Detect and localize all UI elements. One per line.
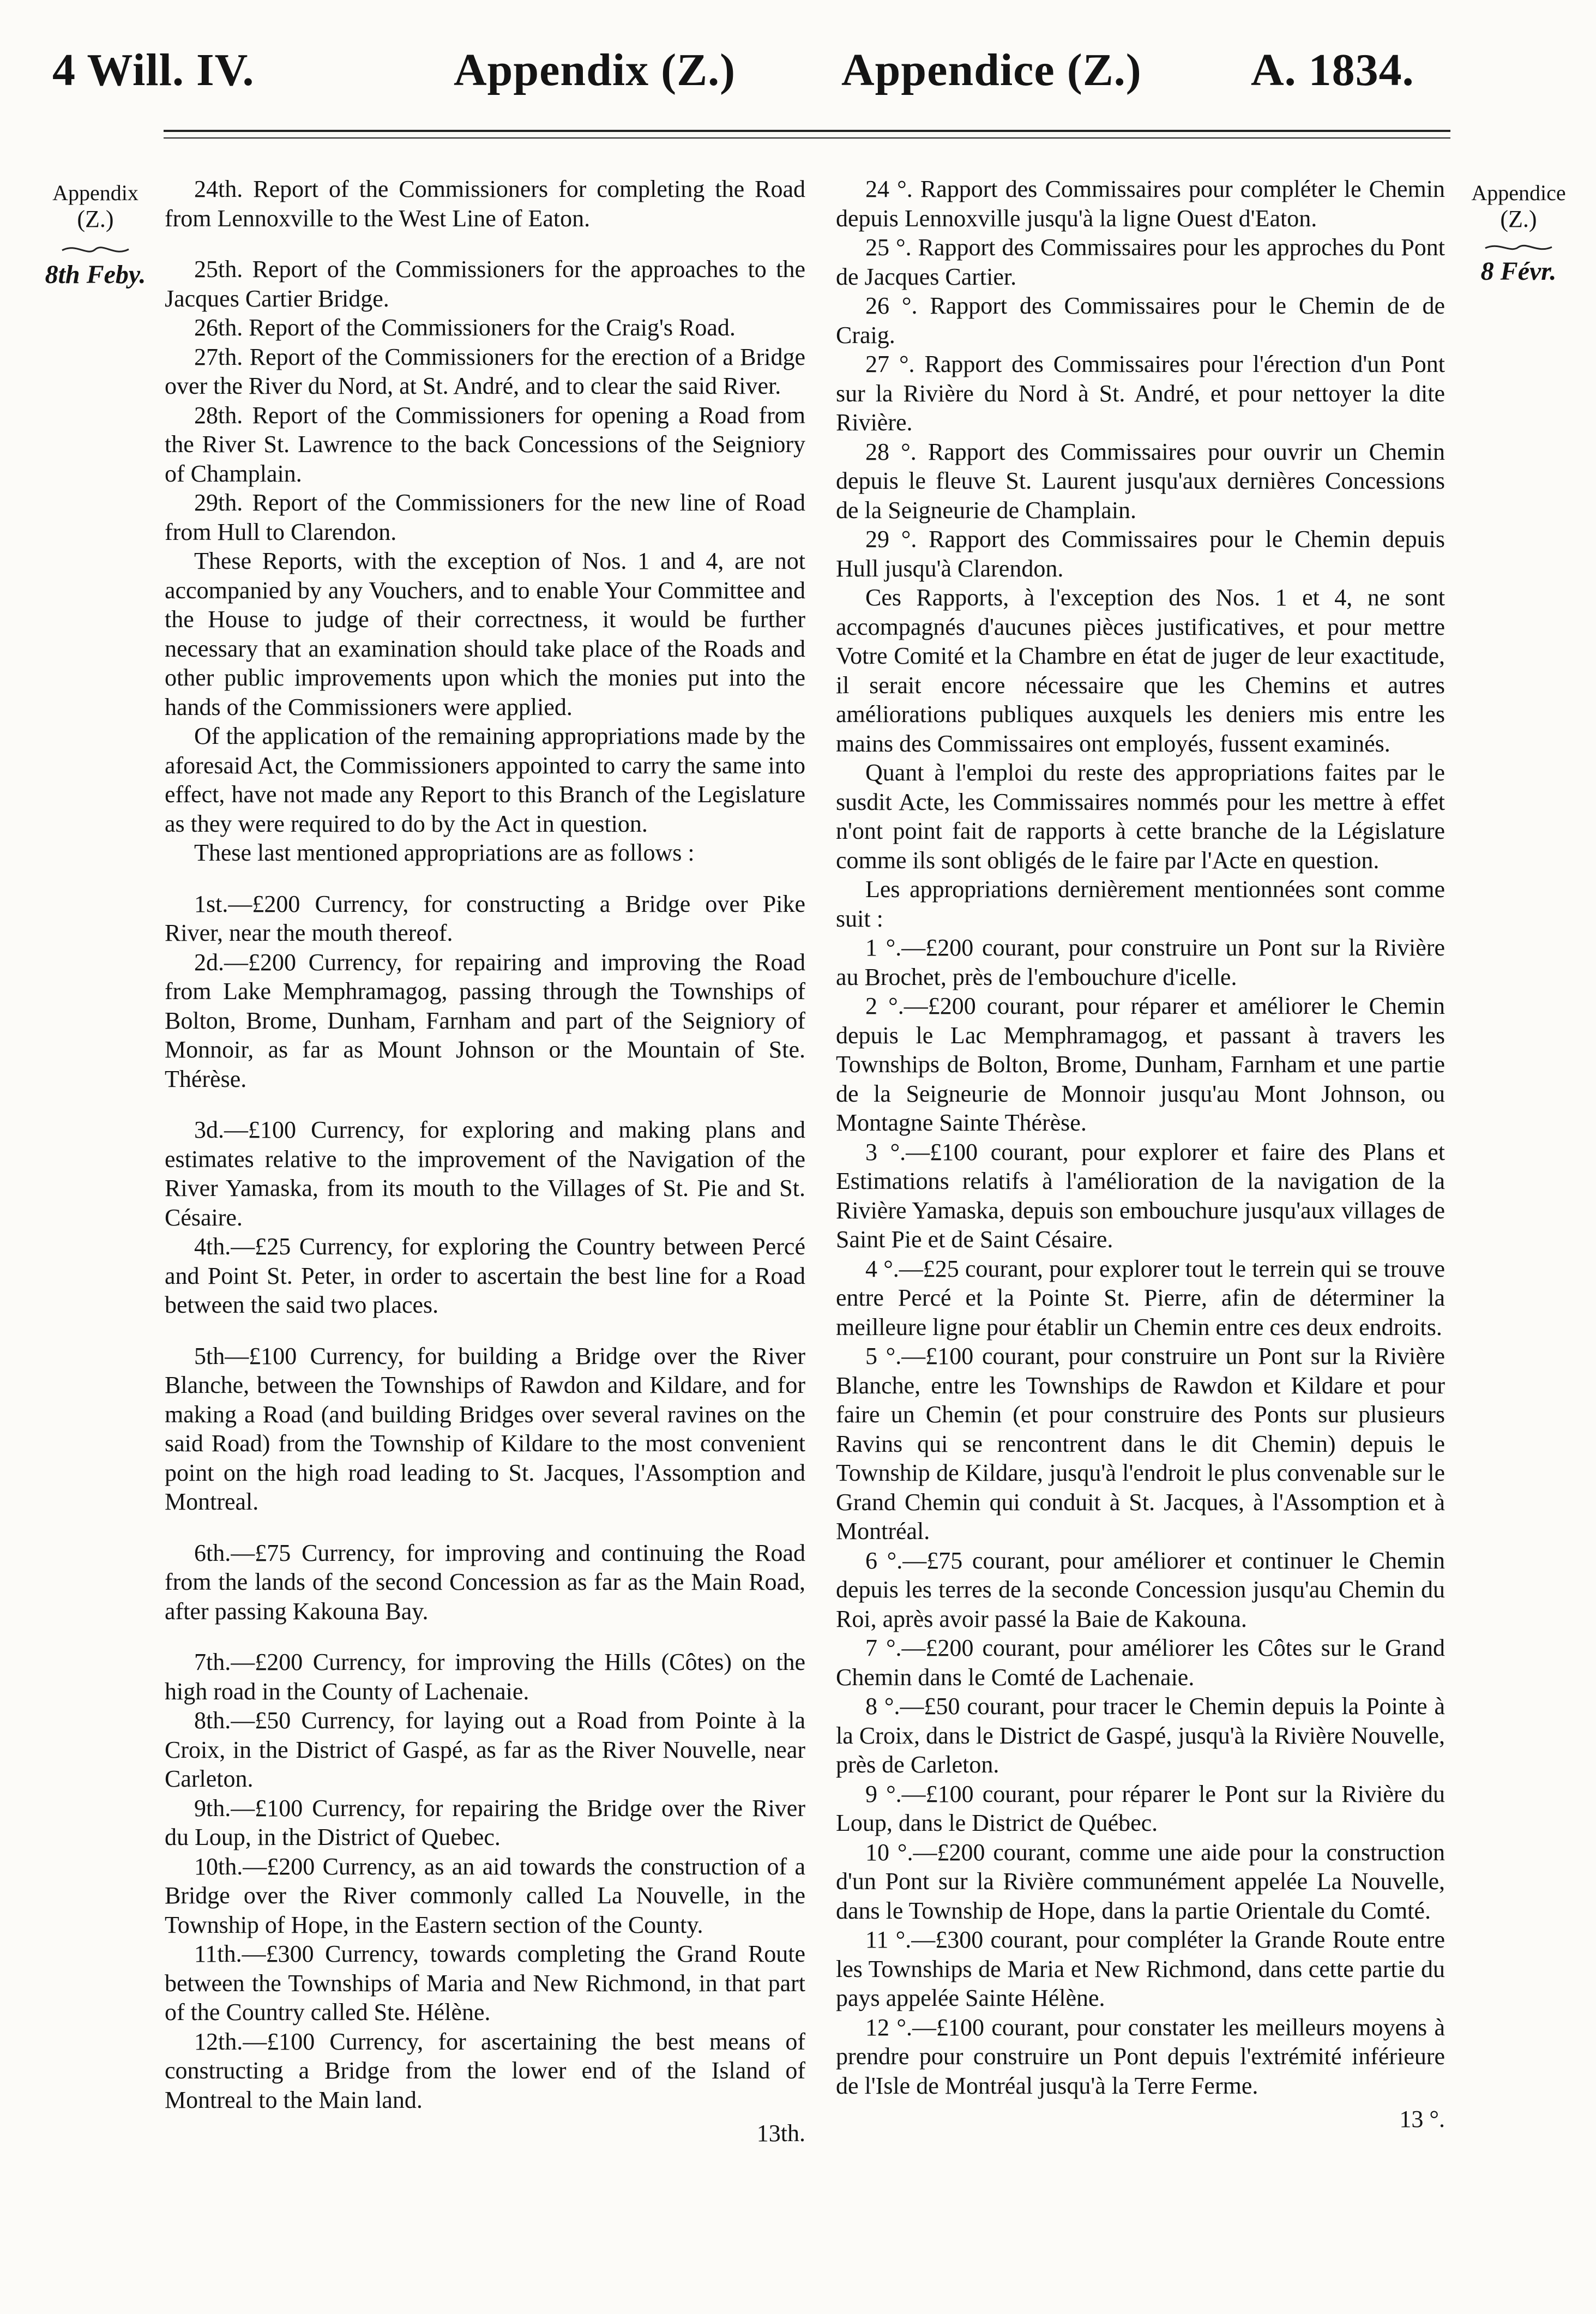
appropriation-11-fr: 11 °.—£300 courant, pour compléter la Grande Route entre les Townships de Maria et New Richmond, dans cette partie du pays appelée Sainte Hélène. [836,1926,1445,2011]
margin-date: 8 Févr. [1480,257,1557,286]
appropriation-8: 8th.—£50 Currency, for laying out a Road from Pointe à la Croix, in the District of Gaspé, as far as the River Nouvelle, near Carleton. [165,1707,805,1792]
margin-date: 8th Feby. [45,260,146,289]
appropriation-8-fr: 8 °.—£50 courant, pour tracer le Chemin depuis la Pointe à la Croix, dans le District de Gaspé, jusqu'à la Rivière Nouvelle, près de Carleton. [836,1693,1445,1778]
catchword: 13th. [756,2120,805,2147]
emploi-paragraph: Quant à l'emploi du reste des appropriations faites par le susdit Acte, les Commissaires nommés pour les mettre à effet n'ont point fait de rapports à cette branche de la Législature comme ils sont obligés de le faire par l'Acte en question. [836,759,1445,874]
english-column [165,175,805,2148]
application-paragraph: Of the application of the remaining appropriations made by the aforesaid Act, the Commissioners appointed to carry the same into effect, have not made any Report to this Branch of the Legislature as they were required to do by the Act in question. [165,723,805,837]
report-27: 27th. Report of the Commissioners for the erection of a Bridge over the River du Nord, at St. André, and to clear the said River. [165,343,805,399]
appropriation-4: 4th.—£25 Currency, for exploring the Country between Percé and Point St. Peter, in order to ascertain the best line for a Road between the said two places. [165,1233,805,1318]
rapport-29: 29 °. Rapport des Commissaires pour le Chemin depuis Hull jusqu'à Clarendon. [836,526,1445,582]
margin-flourish [38,236,153,262]
appropriation-1-fr: 1 °.—£200 courant, pour construire un Pont sur la Rivière au Brochet, près de l'embouchure d'icelle. [836,934,1445,990]
rapport-24: 24 °. Rapport des Commissaires pour compléter le Chemin depuis Lennoxville jusqu'à la ligne Ouest d'Eaton. [836,176,1445,232]
report-25: 25th. Report of the Commissioners for the approaches to the Jacques Cartier Bridge. [165,256,805,312]
appropriation-3-fr: 3 °.—£100 courant, pour explorer et faire des Plans et Estimations relatifs à l'amélioration de la navigation de la Rivière Yamaska, depuis son embouchure jusqu'aux villages de Saint Pie et de Saint Césaire. [836,1138,1445,1253]
report-28: 28th. Report of the Commissioners for opening a Road from the River St. Lawrence to the back Concessions of the Seigniory of Champlain. [165,401,805,487]
appropriation-2: 2d.—£200 Currency, for repairing and improving the Road from Lake Memphramagog, passing through the Townships of Bolton, Brome, Dunham, Farnham and part of the Seigniory of Monnoir, as far as Mount Johnson or the Mountain of Ste. Thérèse. [165,948,805,1092]
appropriation-4-fr: 4 °.—£25 courant, pour explorer tout le terrein qui se trouve entre Percé et la Pointe St. Pierre, afin de déterminer la meilleure ligne pour établir un Chemin entre ces deux endroits. [836,1255,1445,1341]
report-29: 29th. Report of the Commissioners for the new line of Road from Hull to Clarendon. [165,489,805,545]
report-24: 24th. Report of the Commissioners for completing the Road from Lennoxville to the West Line of Eaton. [165,176,805,232]
appropriation-6: 6th.—£75 Currency, for improving and continuing the Road from the lands of the second Concession as far as the Main Road, after passing Kakouna Bay. [165,1539,805,1625]
appropriation-7-fr: 7 °.—£200 courant, pour améliorer les Côtes sur le Grand Chemin dans le Comté de Lachenaie. [836,1634,1445,1691]
page-header [0,44,1596,120]
appropriations-intro: These last mentioned appropriations are as follows : [194,839,695,866]
appropriation-10-fr: 10 °.—£200 courant, comme une aide pour la construction d'un Pont sur la Rivière communément appelée La Nouvelle, dans le Township de Hope, dans la partie Orientale du Comté. [836,1838,1445,1924]
appropriations-intro-fr: Les appropriations dernièrement mentionnées sont comme suit : [836,876,1445,932]
rapport-28: 28 °. Rapport des Commissaires pour ouvrir un Chemin depuis le fleuve St. Laurent jusqu'aux dernières Concessions de la Seigneurie de Champlain. [836,438,1445,524]
appropriation-12: 12th.—£100 Currency, for ascertaining the best means of constructing a Bridge from the lower end of the Island of Montreal to the Main land. [165,2028,805,2113]
appropriation-11: 11th.—£300 Currency, towards completing the Grand Route between the Townships of Maria and New Richmond, in that part of the Country called Ste. Hélène. [165,1940,805,2025]
french-column [836,175,1445,2134]
margin-label: Appendice [1471,181,1566,205]
right-margin-note [1445,180,1592,285]
report-26: 26th. Report of the Commissioners for the Craig's Road. [194,314,736,341]
left-margin-note [38,180,153,288]
reign-heading: 4 Will. IV. [52,45,255,95]
year-heading: A. 1834. [1251,45,1414,95]
appropriation-10: 10th.—£200 Currency, as an aid towards the construction of a Bridge over the River commonly called La Nouvelle, in the Township of Hope, in the Eastern section of the County. [165,1853,805,1938]
appendix-heading-fr: Appendice (Z.) [841,45,1142,95]
margin-label: Appendix [52,181,138,205]
appropriation-3: 3d.—£100 Currency, for exploring and making plans and estimates relative to the improvement of the Navigation of the River Yamaska, from its mouth to the Villages of St. Pie and St. Césaire. [165,1116,805,1231]
appropriation-1: 1st.—£200 Currency, for constructing a Bridge over Pike River, near the mouth thereof. [165,890,805,946]
rapport-25: 25 °. Rapport des Commissaires pour les approches du Pont de Jacques Cartier. [836,234,1445,290]
appropriation-5-fr: 5 °.—£100 courant, pour construire un Pont sur la Rivière Blanche, entre les Townships de Rawdon et Kildare et pour faire un Chemin (et pour construire des Ponts sur plusieurs Ravins qui se rencontrent dans le dit Chemin) depuis le Township de Kildare, jusqu'à l'endroit le plus convenable sur le Grand Chemin qui conduit à St. Jacques, à l'Assomption et à Montréal. [836,1343,1445,1544]
margin-mark: (Z.) [1500,206,1537,232]
flourish-icon [1483,243,1554,253]
margin-mark: (Z.) [77,206,114,232]
margin-flourish [1445,232,1592,259]
header-rule-thin [164,137,1450,139]
appropriation-7: 7th.—£200 Currency, for improving the Hills (Côtes) on the high road in the County of Lachenaie. [165,1649,805,1705]
rapport-27: 27 °. Rapport des Commissaires pour l'érection d'un Pont sur la Rivière du Nord à St. André, et pour nettoyer la dite Rivière. [836,351,1445,436]
appropriation-2-fr: 2 °.—£200 courant, pour réparer et améliorer le Chemin depuis le Lac Memphramagog, et passant à travers les Townships de Bolton, Brome, Dunham, Farnham et une partie de la Seigneurie de Monnoir jusqu'au Mont Johnson, ou Montagne Sainte Thérèse. [836,993,1445,1136]
appropriation-9: 9th.—£100 Currency, for repairing the Bridge over the River du Loup, in the District of Quebec. [165,1794,805,1850]
appropriation-5: 5th—£100 Currency, for building a Bridge over the River Blanche, between the Townships of Rawdon and Kildare, and for making a Road (and building Bridges over several ravines on the said Road) from the Township of Kildare to the most convenient point on the high road leading to St. Jacques, l'Assomption and Montreal. [165,1342,805,1515]
reports-paragraph: These Reports, with the exception of Nos. 1 and 4, are not accompanied by any Vouchers, and to enable Your Committee and the House to judge of their correctness, it would be further necessary that an examination should take place of the Roads and other public improvements upon which the monies put into the hands of the Commissioners were applied. [165,548,805,720]
rapport-26: 26 °. Rapport des Commissaires pour le Chemin de de Craig. [836,292,1445,348]
appropriation-9-fr: 9 °.—£100 courant, pour réparer le Pont sur la Rivière du Loup, dans le District de Québec. [836,1780,1445,1836]
flourish-icon [60,244,131,256]
catchword-fr: 13 °. [1399,2106,1445,2132]
rapports-paragraph: Ces Rapports, à l'exception des Nos. 1 et 4, ne sont accompagnés d'aucunes pièces justificatives, et pour mettre Votre Comité et la Chambre en état de juger de leur exactitude, il serait encore nécessaire que les Chemins et autres améliorations publiques auxquels les deniers mis entre les mains des Commissaires ont employés, fussent examinés. [836,584,1445,757]
appropriation-6-fr: 6 °.—£75 courant, pour améliorer et continuer le Chemin depuis les terres de la seconde Concession jusqu'au Chemin du Roi, après avoir passé la Baie de Kakouna. [836,1547,1445,1632]
appendix-heading-en: Appendix (Z.) [454,45,736,95]
header-rule-thick [164,130,1450,132]
appropriation-12-fr: 12 °.—£100 courant, pour constater les meilleurs moyens à prendre pour construire un Pont depuis l'extrémité inférieure de l'Isle de Montréal jusqu'à la Terre Ferme. [836,2014,1445,2099]
